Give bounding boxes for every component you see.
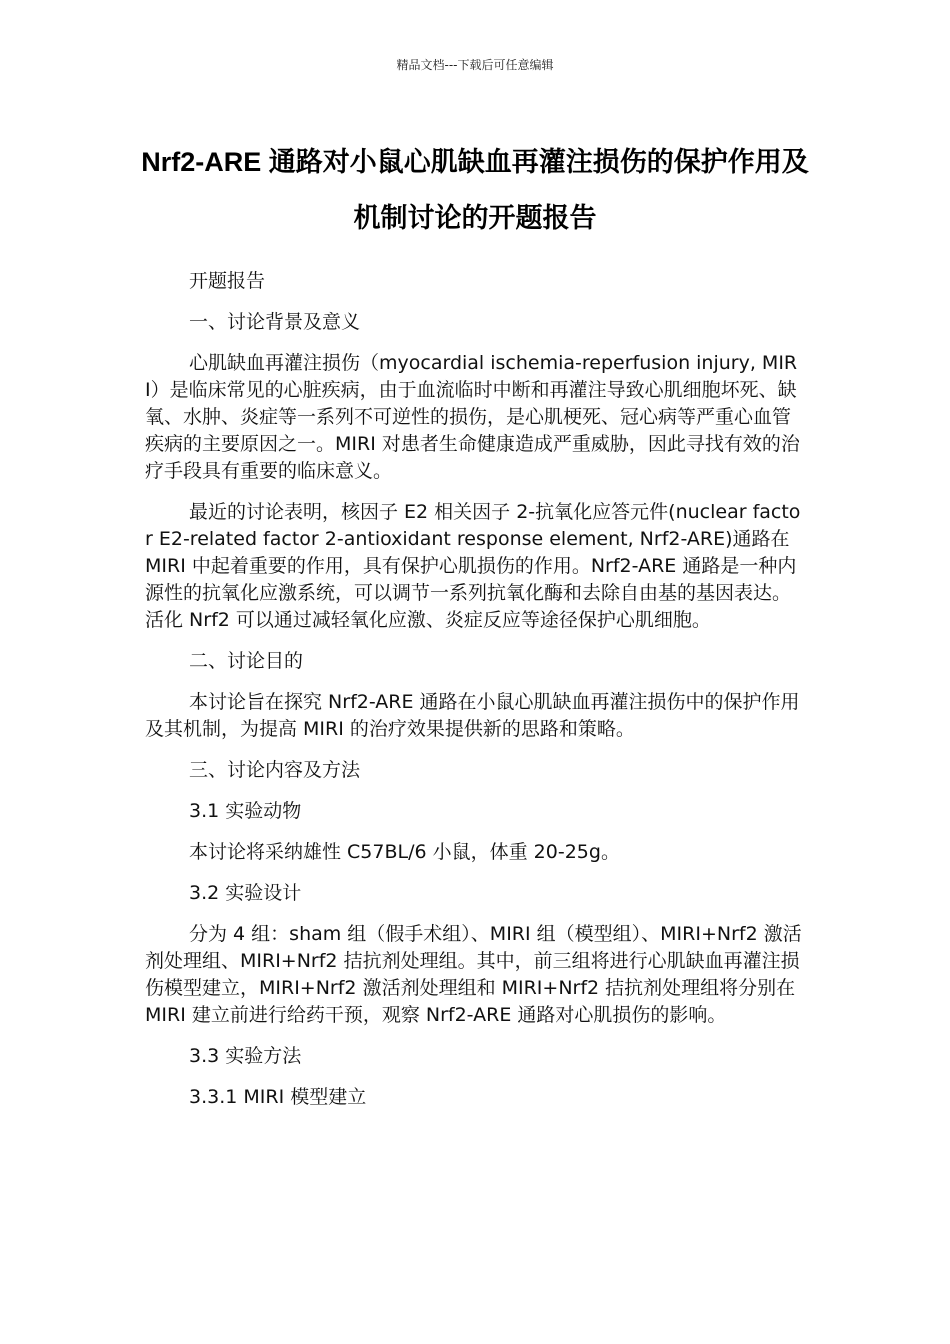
subsection-heading-miri-model: 3.3.1 MIRI 模型建立 bbox=[189, 1086, 367, 1108]
section-heading-purpose: 二、讨论目的 bbox=[189, 650, 304, 672]
paragraph-background-1: 心肌缺血再灌注损伤（myocardial ischemia-reperfusion injury, MIRI）是临床常见的心脏疾病，由于血流临时中断和再灌注导致心肌细胞坏死、缺氧、水肿、炎症等一系列不可逆性的损伤，是心肌梗死、冠心病等严重心血管疾病的主要原因之一。MIRI 对患者生命健康造成严重威胁，因此寻找有效的治疗手段具有重要的临床意义。 bbox=[145, 352, 800, 482]
subsection-heading-animals: 3.1 实验动物 bbox=[189, 800, 302, 822]
page-header: 精品文档---下载后可任意编辑 bbox=[396, 58, 554, 72]
section-heading-content-methods: 三、讨论内容及方法 bbox=[189, 759, 361, 781]
paragraph-design: 分为 4 组：sham 组（假手术组）、MIRI 组（模型组）、MIRI+Nrf2 激活剂处理组、MIRI+Nrf2 拮抗剂处理组。其中，前三组将进行心肌缺血再灌注损伤模型建立，MIRI+Nrf2 激活剂处理组和 MIRI+Nrf2 拮抗剂处理组将分别在 MIRI 建立前进行给药干预，观察 Nrf2-ARE 通路对心肌损伤的影响。 bbox=[145, 923, 802, 1026]
subsection-heading-methods: 3.3 实验方法 bbox=[189, 1045, 302, 1067]
subsection-heading-design: 3.2 实验设计 bbox=[189, 882, 302, 904]
section-heading-background: 一、讨论背景及意义 bbox=[189, 311, 361, 333]
paragraph-animals: 本讨论将采纳雄性 C57BL/6 小鼠，体重 20-25g。 bbox=[189, 841, 620, 863]
section-heading-proposal: 开题报告 bbox=[189, 270, 266, 292]
document-title: Nrf2-ARE 通路对小鼠心肌缺血再灌注损伤的保护作用及机制讨论的开题报告 bbox=[141, 147, 809, 233]
paragraph-background-2: 最近的讨论表明，核因子 E2 相关因子 2-抗氧化应答元件(nuclear factor E2-related factor 2-antioxidant response element, Nrf2-ARE)通路在 MIRI 中起着重要的作用，具有保护心肌损伤的作用。Nrf2-ARE 通路是一种内源性的抗氧化应激系统，可以调节一系列抗氧化酶和去除自由基的基因表达。活化 Nrf2 可以通过减轻氧化应激、炎症反应等途径保护心肌细胞。 bbox=[145, 501, 801, 631]
paragraph-purpose: 本讨论旨在探究 Nrf2-ARE 通路在小鼠心肌缺血再灌注损伤中的保护作用及其机制，为提高 MIRI 的治疗效果提供新的思路和策略。 bbox=[145, 691, 800, 740]
document-body bbox=[145, 268, 805, 1125]
